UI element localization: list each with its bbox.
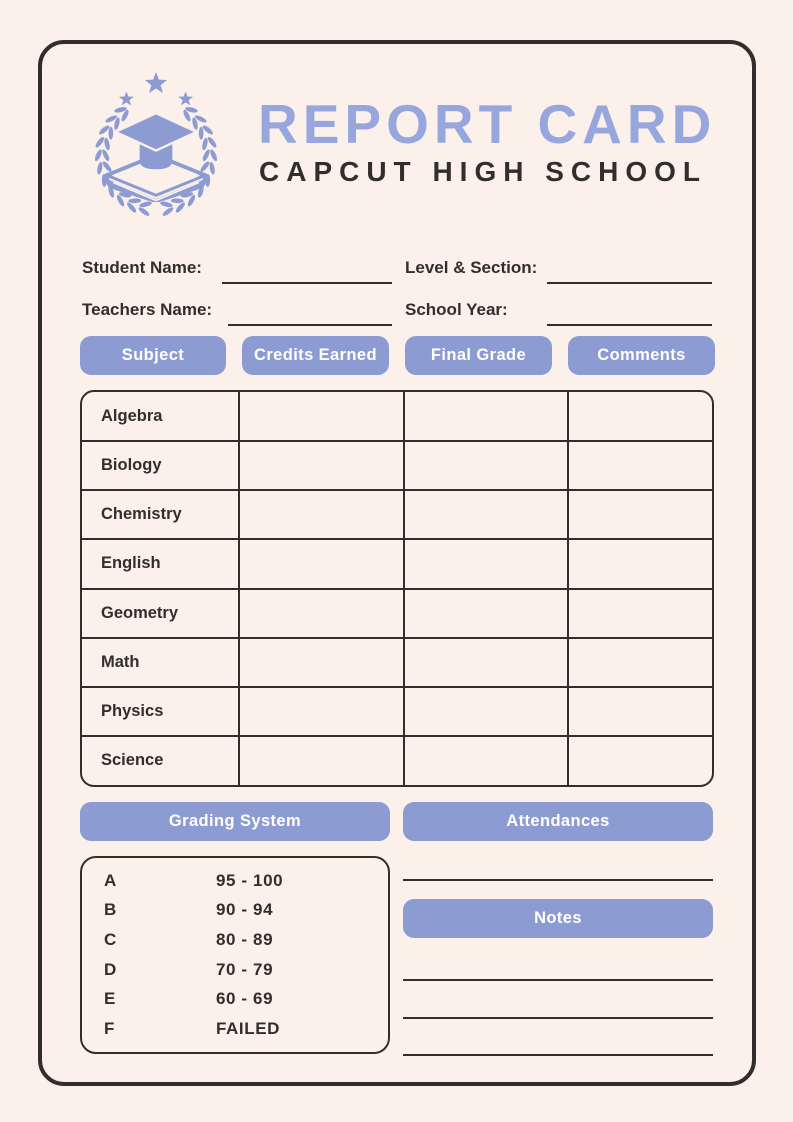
school-logo-icon bbox=[78, 68, 234, 216]
table-row bbox=[82, 736, 714, 785]
comments-cell bbox=[568, 638, 714, 687]
credits-cell bbox=[239, 392, 404, 441]
grade-letter: E bbox=[104, 989, 116, 1009]
table-row bbox=[82, 392, 714, 441]
credits-cell bbox=[239, 736, 404, 785]
grade-letter: B bbox=[104, 900, 117, 920]
comments-cell bbox=[568, 490, 714, 539]
grading-system-header: Grading System bbox=[80, 802, 390, 841]
subject-cell: Science bbox=[82, 736, 239, 785]
grade-range: 70 - 79 bbox=[216, 959, 274, 979]
school-year-label: School Year: bbox=[405, 300, 508, 319]
grade-scale-row bbox=[82, 960, 388, 980]
notes-header: Notes bbox=[403, 899, 713, 938]
grades-table bbox=[80, 390, 714, 787]
final-grade-cell bbox=[404, 687, 568, 736]
attendances-write-line bbox=[403, 878, 713, 881]
notes-write-line bbox=[403, 1016, 713, 1019]
grade-range: 90 - 94 bbox=[216, 900, 274, 920]
subject-cell: Physics bbox=[82, 687, 239, 736]
level-section-label: Level & Section: bbox=[405, 258, 538, 277]
page-title: REPORT CARD bbox=[258, 93, 717, 155]
comments-cell bbox=[568, 539, 714, 588]
teachers-name-label: Teachers Name: bbox=[82, 300, 213, 319]
grade-letter: F bbox=[104, 1019, 115, 1039]
table-row bbox=[82, 687, 714, 736]
level-section-field bbox=[547, 281, 712, 284]
credits-cell bbox=[239, 638, 404, 687]
grade-range: FAILED bbox=[216, 1019, 281, 1039]
grade-scale-row bbox=[82, 871, 388, 891]
grade-range: 80 - 89 bbox=[216, 930, 274, 950]
final-grade-cell bbox=[404, 441, 568, 490]
student-name-field bbox=[222, 281, 392, 284]
credits-cell bbox=[239, 539, 404, 588]
table-row bbox=[82, 638, 714, 687]
subject-cell: Math bbox=[82, 638, 239, 687]
stars-icon bbox=[119, 72, 193, 106]
grade-scale-row bbox=[82, 1019, 388, 1039]
final-grade-cell bbox=[404, 736, 568, 785]
final-grade-cell bbox=[404, 392, 568, 441]
final-grade-cell bbox=[404, 638, 568, 687]
table-row bbox=[82, 589, 714, 638]
student-name-label: Student Name: bbox=[82, 258, 202, 277]
subject-cell: Chemistry bbox=[82, 490, 239, 539]
comments-cell bbox=[568, 687, 714, 736]
grade-letter: C bbox=[104, 930, 117, 950]
table-row bbox=[82, 441, 714, 490]
grade-scale-row bbox=[82, 930, 388, 950]
grade-letter: A bbox=[104, 870, 117, 890]
credits-cell bbox=[239, 687, 404, 736]
comments-cell bbox=[568, 589, 714, 638]
credits-cell bbox=[239, 490, 404, 539]
teachers-name-field bbox=[228, 323, 392, 326]
comments-cell bbox=[568, 392, 714, 441]
school-name: CAPCUT HIGH SCHOOL bbox=[259, 156, 707, 187]
grade-range: 95 - 100 bbox=[216, 870, 284, 890]
credits-cell bbox=[239, 441, 404, 490]
comments-cell bbox=[568, 441, 714, 490]
grade-letter: D bbox=[104, 959, 117, 979]
grade-range: 60 - 69 bbox=[216, 989, 274, 1009]
final-grade-cell bbox=[404, 490, 568, 539]
notes-write-line bbox=[403, 1053, 713, 1056]
attendances-header: Attendances bbox=[403, 802, 713, 841]
credits-cell bbox=[239, 589, 404, 638]
column-header-subject: Subject bbox=[80, 336, 226, 375]
subject-cell: Algebra bbox=[82, 392, 239, 441]
final-grade-cell bbox=[404, 589, 568, 638]
subject-cell: English bbox=[82, 539, 239, 588]
column-header-credits-earned: Credits Earned bbox=[242, 336, 389, 375]
subject-cell: Geometry bbox=[82, 589, 239, 638]
comments-cell bbox=[568, 736, 714, 785]
column-header-final-grade: Final Grade bbox=[405, 336, 552, 375]
notes-write-line bbox=[403, 978, 713, 981]
table-row bbox=[82, 490, 714, 539]
grading-system-box bbox=[80, 856, 390, 1054]
grade-scale-row bbox=[82, 989, 388, 1009]
grade-scale-row bbox=[82, 900, 388, 920]
table-row bbox=[82, 539, 714, 588]
report-card bbox=[38, 40, 756, 1086]
column-header-comments: Comments bbox=[568, 336, 715, 375]
school-year-field bbox=[547, 323, 712, 326]
subject-cell: Biology bbox=[82, 441, 239, 490]
final-grade-cell bbox=[404, 539, 568, 588]
graduation-cap-icon bbox=[115, 113, 196, 169]
